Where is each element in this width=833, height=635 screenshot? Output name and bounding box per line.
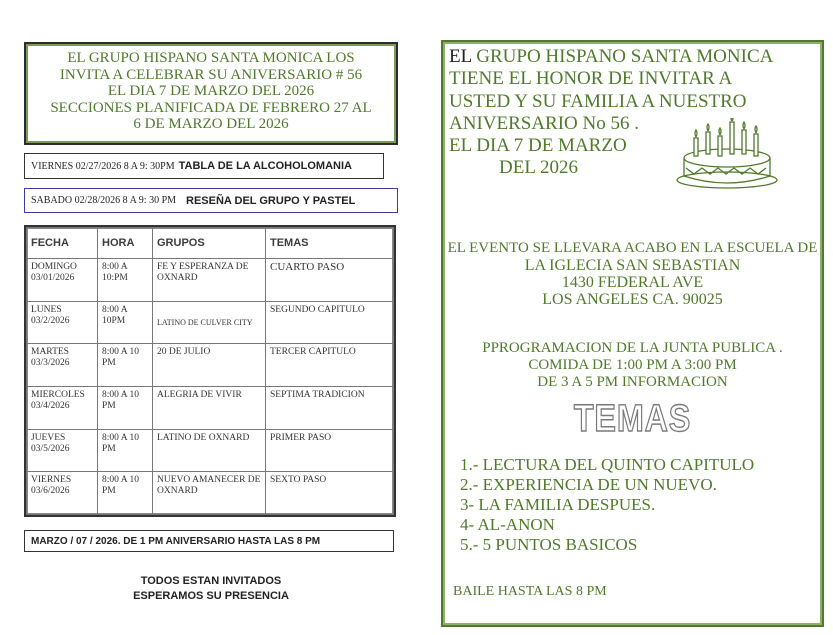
aniversario-text: MARZO / 07 / 2026. DE 1 PM ANIVERSARIO HASTA LAS 8 PM — [31, 535, 321, 547]
location-line: 1430 FEDERAL AVE — [561, 274, 704, 291]
viernes-session-bar — [24, 153, 384, 179]
left-title-box — [24, 42, 398, 145]
table-row — [27, 344, 394, 387]
table-row — [27, 386, 394, 429]
cell-tema: SEGUNDO CAPITULO — [266, 301, 394, 344]
cell-tema: SEXTO PASO — [266, 472, 394, 515]
invite-line: ESPERAMOS SU PRESENCIA — [133, 590, 289, 602]
baile-note: BAILE HASTA LAS 8 PM — [453, 584, 607, 599]
cell-hora: 8:00 A 10 PM — [98, 472, 153, 515]
schedule-table — [24, 225, 396, 517]
viernes-date: VIERNES 02/27/2026 8 A 9: 30PM — [31, 160, 175, 172]
aniversario-bar — [24, 530, 394, 552]
header-temas: TEMAS — [266, 228, 394, 259]
sabado-date: SABADO 02/28/2026 8 A 9: 30 PM — [31, 195, 177, 206]
sabado-topic: RESEÑA DEL GRUPO Y PASTEL — [186, 194, 356, 207]
cell-fecha: MARTES 03/3/2026 — [27, 344, 98, 387]
title-text: GRUPO HISPANO SANTA MONICA — [476, 46, 774, 67]
table-row — [27, 429, 394, 472]
cell-grupo: LATINO DE OXNARD — [153, 429, 266, 472]
location-line: EL EVENTO SE LLEVARA ACABO EN LA ESCUELA DE — [447, 240, 818, 256]
invitation-footer — [24, 574, 398, 604]
program-line: DE 3 A 5 PM INFORMACION — [537, 374, 728, 390]
temas-list — [460, 455, 754, 555]
cell-grupo: ALEGRIA DE VIVIR — [153, 386, 266, 429]
cell-fecha: MIERCOLES 03/4/2026 — [27, 386, 98, 429]
birthday-cake-icon — [672, 118, 782, 198]
left-title-line: SECCIONES PLANIFICADA DE FEBRERO 27 AL — [50, 99, 372, 116]
header-hora: HORA — [98, 228, 153, 259]
tema-item: 2.- EXPERIENCIA DE UN NUEVO. — [460, 475, 717, 494]
cell-fecha: LUNES 03/2/2026 — [27, 301, 98, 344]
header-grupos: GRUPOS — [153, 228, 266, 259]
right-title-line: USTED Y SU FAMILIA A NUESTRO — [449, 91, 747, 112]
location-line: LA IGLECIA SAN SEBASTIAN — [524, 257, 741, 274]
cell-grupo: NUEVO AMANECER DE OXNARD — [153, 472, 266, 515]
right-title-line: EL DIA 7 DE MARZO — [449, 135, 627, 156]
program-line: PPROGRAMACION DE LA JUNTA PUBLICA . — [482, 340, 783, 356]
invite-line: TODOS ESTAN INVITADOS — [140, 575, 282, 587]
right-title-line: ANIVERSARIO No 56 . — [449, 113, 639, 134]
cell-tema: SEPTIMA TRADICION — [266, 386, 394, 429]
cell-hora: 8:00 A 10 PM — [98, 429, 153, 472]
table-row — [27, 301, 394, 344]
tema-item: 5.- 5 PUNTOS BASICOS — [460, 535, 638, 554]
temas-heading: TEMAS — [573, 398, 692, 440]
tema-item: 3- LA FAMILIA DESPUES. — [460, 495, 656, 514]
tema-item: 4- AL-ANON — [460, 515, 555, 534]
right-title-line: TIENE EL HONOR DE INVITAR A — [449, 68, 733, 89]
table-row — [27, 259, 394, 302]
cell-tema: PRIMER PASO — [266, 429, 394, 472]
table-header-row — [27, 228, 394, 259]
viernes-topic: TABLA DE LA ALCOHOLOMANIA — [178, 160, 352, 172]
cell-grupo: LATINO DE CULVER CITY — [153, 301, 266, 344]
cell-hora: 8:00 A 10 PM — [98, 386, 153, 429]
header-fecha: FECHA — [27, 228, 98, 259]
left-title-line: EL GRUPO HISPANO SANTA MONICA LOS — [67, 50, 355, 66]
cell-hora: 8:00 A 10PM — [98, 301, 153, 344]
cell-fecha: DOMINGO 03/01/2026 — [27, 259, 98, 302]
left-title-line: 6 DE MARZO DEL 2026 — [133, 116, 289, 132]
cell-grupo: 20 DE JULIO — [153, 344, 266, 387]
cell-hora: 8:00 A 10 PM — [98, 344, 153, 387]
cell-grupo: FE Y ESPERANZA DE OXNARD — [153, 259, 266, 302]
table-row — [27, 472, 394, 515]
cell-fecha: JUEVES 03/5/2026 — [27, 429, 98, 472]
left-title-line: EL DIA 7 DE MARZO DEL 2026 — [107, 83, 315, 99]
cell-tema: CUARTO PASO — [266, 259, 394, 302]
sabado-session-bar — [24, 188, 398, 213]
left-title-line: INVITA A CELEBRAR SU ANIVERSARIO # 56 — [59, 66, 363, 83]
program-line: COMIDA DE 1:00 PM A 3:00 PM — [528, 357, 737, 373]
right-title-line — [449, 46, 773, 68]
cell-tema: TERCER CAPITULO — [266, 344, 394, 387]
right-title-line: DEL 2026 — [499, 157, 578, 178]
cell-hora: 8:00 A 10:PM — [98, 259, 153, 302]
location-line: LOS ANGELES CA. 90025 — [542, 291, 723, 308]
title-prefix: EL — [449, 46, 477, 67]
tema-item: 1.- LECTURA DEL QUINTO CAPITULO — [460, 455, 755, 474]
cell-fecha: VIERNES 03/6/2026 — [27, 472, 98, 515]
